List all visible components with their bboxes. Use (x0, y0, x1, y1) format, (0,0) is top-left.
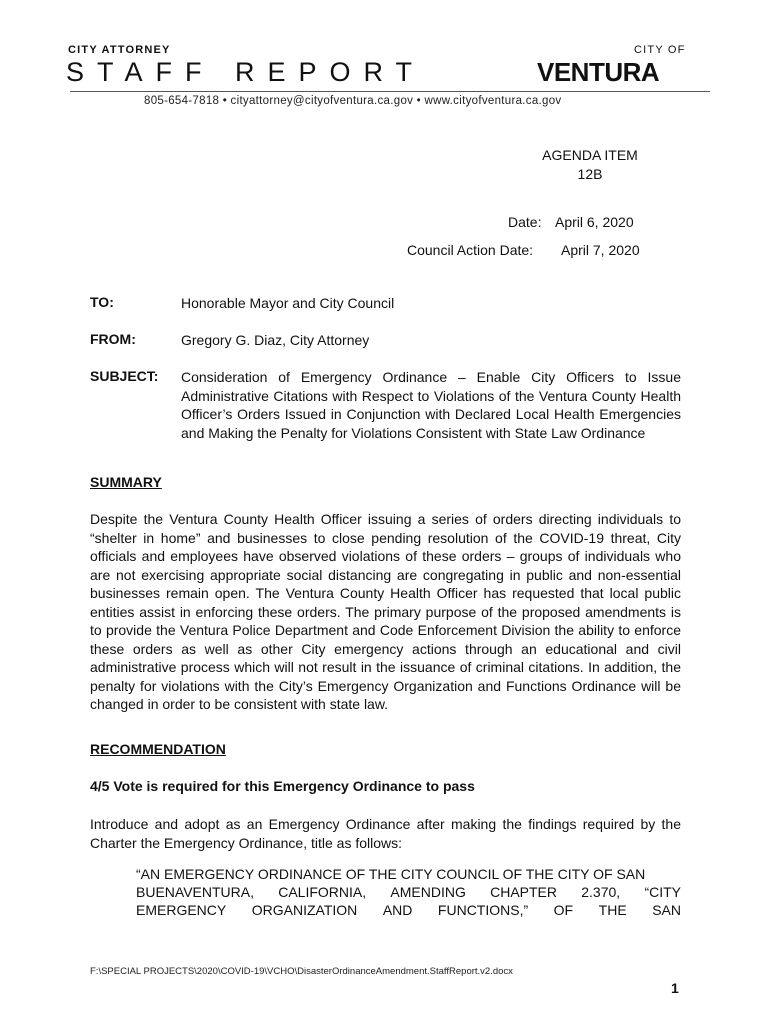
title-word: AMENDING (390, 884, 466, 900)
letterhead-contact: 805-654-7818 • cityattorney@cityofventura.ca.gov • www.cityofventura.ca.gov (144, 95, 562, 107)
to-value: Honorable Mayor and City Council (181, 295, 395, 311)
title-word: ORGANIZATION (251, 902, 358, 918)
recommendation-intro: Introduce and adopt as an Emergency Ordinance after making the findings required by the Charter the Emergency Ordinance, title as follows: (90, 816, 681, 851)
title-word: AND (382, 902, 413, 918)
page-number: 1 (671, 980, 679, 996)
date-value: April 6, 2020 (555, 214, 634, 230)
title-word: “CITY (644, 884, 681, 900)
ordinance-title-line-1: “AN EMERGENCY ORDINANCE OF THE CITY COUNCIL OF THE CITY OF SAN (136, 866, 646, 882)
to-label: TO: (90, 294, 114, 310)
subject-value: Consideration of Emergency Ordinance – Enable City Officers to Issue Administrative Citations with Respect to Violations of the Ventura County Health Officer’s Orders Issued in Conjunction with Declared Local Health Emergencies and Making the Penalty for Violations Consistent with State Law Ordinance (181, 369, 681, 441)
city-logo: VENTURA (537, 57, 660, 87)
council-action-label: Council Action Date: (407, 242, 534, 258)
recommendation-heading: RECOMMENDATION (90, 741, 226, 757)
summary-text: Despite the Ventura County Health Officer issuing a series of orders directing individuals to “shelter in home” and businesses to close pending resolution of the COVID-19 threat, City officials and employees have observed violations of these orders – groups of individuals who are not exercising appropriate social distancing are congregating in public and non-essential businesses remain open. The Ventura County Health Officer has requested that local public entities assist in enforcing these orders. The primary purpose of the proposed amendments is to provide the Ventura Police Department and Code Enforcement Division the ability to enforce these orders as well as other City emergency actions through an educational and civil administrative process which will not result in the issuance of criminal citations. In addition, the penalty for violations with the City’s Emergency Organization and Functions Ordinance will be changed in order to be consistent with state law. (90, 511, 681, 712)
agenda-item-label: AGENDA ITEM (542, 147, 638, 163)
title-word: THE (598, 902, 627, 918)
council-action-value: April 7, 2020 (561, 242, 640, 258)
vote-note: 4/5 Vote is required for this Emergency Ordinance to pass (90, 778, 475, 794)
from-label: FROM: (90, 331, 136, 347)
title-word: OF (553, 902, 574, 918)
title-word: 2.370, (581, 884, 621, 900)
title-word: EMERGENCY (136, 902, 227, 918)
ordinance-title-line-2 (136, 883, 681, 902)
title-word: SAN (652, 902, 681, 918)
ordinance-title-line-3 (136, 901, 681, 920)
summary-heading: SUMMARY (90, 474, 162, 490)
title-word: FUNCTIONS,” (437, 902, 529, 918)
date-label: Date: (508, 214, 542, 230)
letterhead-divider (70, 91, 710, 92)
footer-file-path: F:\SPECIAL PROJECTS\2020\COVID-19\VCHO\DisasterOrdinanceAmendment.StaffReport.v2.docx (90, 966, 513, 977)
agenda-item-number: 12B (577, 166, 603, 182)
title-word: BUENAVENTURA, (136, 884, 254, 900)
from-value: Gregory G. Diaz, City Attorney (181, 332, 370, 348)
subject-label: SUBJECT: (90, 368, 159, 384)
title-word: CALIFORNIA, (278, 884, 367, 900)
dept-big-title: STAFF REPORT (66, 57, 426, 87)
city-small-title: CITY OF (634, 44, 686, 56)
title-word: CHAPTER (490, 884, 557, 900)
dept-small-title: CITY ATTORNEY (68, 44, 171, 56)
